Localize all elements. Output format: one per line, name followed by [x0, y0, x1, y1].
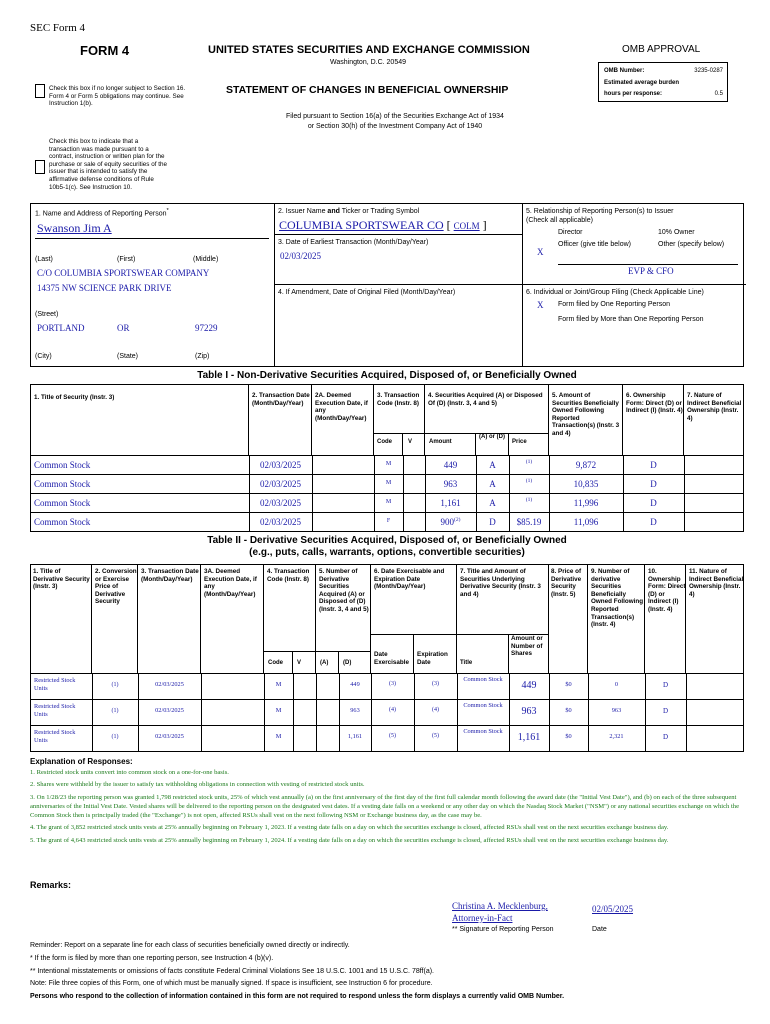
signature-label: ** Signature of Reporting Person [452, 926, 554, 933]
security-title: Common Stock [34, 517, 91, 527]
t1-h-sub-v: V [408, 439, 413, 445]
t1-h-date: 2. Transaction Date (Month/Day/Year) [252, 392, 310, 407]
t2-h-date: 3. Transaction Date (Month/Day/Year) [141, 568, 199, 583]
street-label: (Street) [35, 311, 59, 318]
transaction-code: M [275, 681, 282, 688]
state-label: (State) [117, 353, 139, 360]
ownership-form: D [662, 733, 669, 741]
footer-note: Reminder: Report on a separate line for each class of securities beneficially owned directly or indirectly. [30, 942, 350, 949]
date-exercisable: (4) [389, 707, 396, 713]
date-exercisable: (3) [389, 681, 396, 687]
transaction-code: M [275, 733, 282, 740]
price: (1) [525, 497, 533, 503]
document-title: STATEMENT OF CHANGES IN BENEFICIAL OWNERSHIP [226, 84, 509, 96]
table2 [30, 564, 744, 756]
transaction-date: 02/03/2025 [155, 681, 184, 688]
securities-owned: 2,321 [609, 733, 624, 740]
table1 [30, 384, 744, 534]
box2-label: 2. Issuer Name and Ticker or Trading Symbol [278, 208, 420, 215]
footer-note: Persons who respond to the collection of information contained in this form are not required to respond unless the form displays a currently valid OMB Number. [30, 993, 565, 1001]
t1-h-title: 1. Title of Security (Instr. 3) [34, 394, 115, 401]
explanation-item: 5. The grant of 4,643 restricted stock units vests at 25% annually beginning on February 1, 2024. If a vesting date falls on a day on which the securities exchange is closed, affected RSUs shall vest on the next securities exchange business day. [30, 836, 669, 844]
box1-label: 1. Name and Address of Reporting Person* [35, 208, 169, 218]
box4-label: 4. If Amendment, Date of Original Filed (Month/Day/Year) [278, 289, 456, 296]
ownership-form: D [650, 517, 657, 527]
derivative-price: $0 [565, 733, 572, 740]
t2-h-sub-amount: Amount or Number of Shares [511, 635, 543, 658]
transaction-date: 02/03/2025 [259, 498, 301, 508]
table2-row [30, 726, 744, 752]
table2-title-1: Table II - Derivative Securities Acquired, Disposed of, or Beneficially Owned [207, 535, 567, 546]
amount-value: 963 [443, 479, 458, 489]
transaction-code: M [385, 480, 392, 486]
zip-label: (Zip) [195, 353, 210, 360]
table1-row [30, 494, 744, 513]
table2-row [30, 674, 744, 700]
table2-title-2: (e.g., puts, calls, warrants, options, convertible securities) [249, 547, 525, 558]
amount [425, 517, 476, 527]
signature-date: 02/05/2025 [592, 904, 634, 914]
transaction-code: M [275, 707, 282, 714]
filed-pursuant-2: or Section 30(h) of the Investment Company Act of 1940 [307, 123, 483, 130]
zip-value: 97229 [195, 323, 218, 333]
amount-value: 900 [440, 517, 455, 527]
reporting-person-name: Swanson Jim A [37, 221, 112, 235]
footer-note: Note: File three copies of this Form, one of which must be manually signed. If space is insufficient, see Instruction 6 for procedure. [30, 980, 433, 988]
date-exercisable: (5) [389, 733, 396, 739]
underlying-title: Common Stock [463, 676, 503, 683]
disposed-amount: 963 [350, 707, 360, 714]
amount [425, 498, 476, 508]
amount-owned: 11,996 [573, 498, 599, 508]
box6-label: 6. Individual or Joint/Group Filing (Check Applicable Line) [526, 289, 704, 296]
agency-city: Washington, D.C. 20549 [330, 59, 407, 66]
price: $85.19 [516, 517, 542, 527]
derivative-title: Restricted Stock Units [34, 703, 76, 718]
issuer-name: COLUMBIA SPORTSWEAR CO [279, 218, 444, 232]
t2-h-nature: 11. Nature of Indirect Beneficial Ownership (Instr. 4) [689, 568, 744, 598]
derivative-price: $0 [565, 681, 572, 688]
conversion-price: (1) [111, 682, 119, 688]
t1-h-deemed: 2A. Deemed Execution Date, if any (Month/Day/Year) [315, 392, 368, 422]
t2-h-ownership: 10. Ownership Form: Direct (D) or Indirect (I) (Instr. 4) [648, 568, 686, 613]
rule-10b5-checkbox[interactable] [35, 160, 45, 174]
explanation-title: Explanation of Responses: [30, 757, 133, 766]
securities-owned: 963 [611, 707, 622, 714]
other-label: Other (specify below) [658, 241, 725, 248]
omb-burden-label: Estimated average burden [604, 80, 680, 86]
acquired-disposed: A [489, 479, 496, 489]
transaction-date: 02/03/2025 [259, 479, 301, 489]
t2-h-sub-v: V [297, 660, 302, 666]
one-person-label: Form filed by One Reporting Person [558, 301, 671, 308]
middle-label: (Middle) [193, 256, 219, 263]
state-value: OR [117, 323, 130, 333]
table2-row [30, 700, 744, 726]
t2-h-exercisable: 6. Date Exercisable and Expiration Date (Month/Day/Year) [374, 568, 445, 591]
transaction-date: 02/03/2025 [155, 733, 184, 740]
transaction-code: M [385, 499, 392, 505]
t2-h-underlying: 7. Title and Amount of Securities Underlying Derivative Security (Instr. 3 and 4) [460, 568, 541, 598]
t1-h-code: 3. Transaction Code (Instr. 8) [377, 392, 420, 407]
t2-h-sub-exercisable: Date Exercisable [374, 651, 410, 666]
price: (1) [525, 459, 533, 465]
conversion-price: (1) [111, 708, 119, 714]
security-title: Common Stock [34, 498, 91, 508]
ownership-form: D [650, 498, 657, 508]
director-label: Director [558, 229, 583, 236]
underlying-title: Common Stock [463, 728, 503, 735]
officer-label: Officer (give title below) [558, 241, 632, 248]
footnote-ref: (2) [454, 517, 461, 523]
underlying-amount: 1,161 [517, 732, 541, 743]
filed-pursuant-1: Filed pursuant to Section 16(a) of the Securities Exchange Act of 1934 [286, 113, 504, 120]
price: (1) [525, 478, 533, 484]
acquired-disposed: D [489, 517, 496, 527]
omb-number-label: OMB Number: [604, 68, 645, 74]
t1-h-nature: 7. Nature of Indirect Beneficial Ownership (Instr. 4) [687, 392, 742, 422]
t2-h-number: 5. Number of Derivative Securities Acquired (A) or Disposed of (D) (Instr. 3, 4 and 5) [319, 568, 369, 613]
transaction-date: 02/03/2025 [259, 460, 301, 470]
ownership-form: D [650, 479, 657, 489]
amount-owned: 10,835 [573, 479, 599, 489]
amount [425, 479, 476, 489]
disposed-amount: 1,161 [347, 733, 363, 740]
city-label: (City) [35, 353, 52, 360]
explanation-item: 4. The grant of 3,852 restricted stock units vests at 25% annually beginning on February 1, 2023. If a vesting date falls on a day on which the securities exchange is closed, affected RSUs shall vest on the next securities exchange business day. [30, 824, 669, 832]
t1-h-ownership: 6. Ownership Form: Direct (D) or Indirect (I) (Instr. 4) [626, 392, 683, 415]
acquired-disposed: A [489, 498, 496, 508]
agency-name: UNITED STATES SECURITIES AND EXCHANGE COMMISSION [208, 44, 530, 56]
explanation-item: 1. Restricted stock units convert into common stock on a one-for-one basis. [30, 769, 229, 776]
t2-h-sub-d: (D) [343, 660, 352, 666]
earliest-transaction-date: 02/03/2025 [280, 251, 322, 261]
amount-owned: 11,096 [573, 517, 599, 527]
box5-label: 5. Relationship of Reporting Person(s) to Issuer [526, 208, 674, 215]
first-label: (First) [117, 256, 136, 263]
t2-h-sub-title: Title [460, 660, 473, 666]
omb-hours: 0.5 [714, 91, 723, 97]
box5-sub: (Check all applicable) [526, 217, 593, 224]
issuer-name-ticker: COLUMBIA SPORTSWEAR CO [ COLM ] [279, 218, 487, 232]
city-value: PORTLAND [37, 323, 85, 333]
table1-row [30, 513, 744, 532]
section16-checkbox[interactable] [35, 84, 45, 98]
omb-hours-label: hours per response: [604, 91, 663, 97]
transaction-date: 02/03/2025 [155, 707, 184, 714]
footer-note: * If the form is filed by more than one reporting person, see Instruction 4 (b)(v). [30, 954, 274, 962]
expiration-date: (3) [432, 681, 439, 687]
transaction-code: M [385, 461, 392, 467]
address-line-2: 14375 NW SCIENCE PARK DRIVE [37, 283, 172, 293]
underlying-amount: 963 [521, 706, 537, 717]
ownership-form: D [662, 707, 669, 715]
t2-h-owned: 9. Number of derivative Securities Beneficially Owned Following Reported Transaction(s) (Instr. 4) [591, 568, 644, 629]
section16-text: Check this box if no longer subject to Section 16. Form 4 or Form 5 obligations may continue. See Instruction 1(b). [49, 85, 186, 108]
ticker-symbol: COLM [453, 221, 480, 231]
amount-value: 1,161 [440, 498, 461, 508]
t2-h-sub-expiration: Expiration Date [417, 651, 448, 666]
ownership-form: D [650, 460, 657, 470]
date-label: Date [592, 926, 607, 933]
box3-label: 3. Date of Earliest Transaction (Month/Day/Year) [278, 239, 429, 246]
expiration-date: (5) [432, 733, 439, 739]
t2-h-conversion: 2. Conversion or Exercise Price of Derivative Security [95, 568, 137, 606]
security-title: Common Stock [34, 460, 91, 470]
derivative-price: $0 [565, 707, 572, 714]
t2-h-sub-a: (A) [320, 660, 329, 666]
acquired-disposed: A [489, 460, 496, 470]
table1-row [30, 475, 744, 494]
securities-owned: 0 [614, 681, 619, 688]
explanation-list [30, 768, 746, 848]
explanation-item: 2. Shares were withheld by the issuer to satisfy tax withholding obligations in connection with vesting of restricted stock units. [30, 781, 365, 789]
page-label: SEC Form 4 [30, 22, 86, 34]
ownership-form: D [662, 681, 669, 689]
t2-h-code: 4. Transaction Code (Instr. 8) [267, 568, 310, 583]
t2-h-deemed: 3A. Deemed Execution Date, if any (Month/Day/Year) [204, 568, 257, 598]
remarks-title: Remarks: [30, 880, 72, 890]
t1-h-sub-amount: Amount [429, 439, 452, 445]
footer-notes [30, 940, 746, 1004]
ten-percent-label: 10% Owner [658, 229, 695, 236]
disposed-amount: 449 [350, 681, 360, 688]
t1-h-securities: 4. Securities Acquired (A) or Disposed Of (D) (Instr. 3, 4 and 5) [428, 392, 543, 407]
amount-owned: 9,872 [575, 460, 597, 470]
expiration-date: (4) [432, 707, 439, 713]
t1-h-sub-aord: (A) or (D) [479, 434, 505, 440]
security-title: Common Stock [34, 479, 91, 489]
form-title: FORM 4 [80, 43, 130, 58]
table1-row [30, 456, 744, 475]
conversion-price: (1) [111, 734, 119, 740]
one-person-check[interactable]: X [537, 300, 544, 310]
omb-number: 3235-0287 [694, 68, 723, 74]
officer-title: EVP & CFO [628, 266, 674, 276]
t2-h-title: 1. Title of Derivative Security (Instr. 3) [33, 568, 90, 591]
explanation-item: 3. On 1/28/23 the reporting person was granted 1,798 restricted stock units, 25% of which vest annually (a) on the first anniversary of the first day of the first full calendar month following the award date (the "Initial Vest Date"), and (b) on each of the three subsequent anniversaries of the Initial Vest Date. Vested shares will be delivered to the reporting person on the designated vest dates. If a vesting date falls on a weekend or any other day on which the Nasdaq Stock Market ("NSM") or any national securities exchange on which the Common Stock then is principally traded (the "Exchange") is not open, affected RSUs shall vest on the next following NSM or Exchange business day, as the case may be. [30, 793, 739, 820]
amount [425, 460, 476, 470]
rule-10b5-text: Check this box to indicate that a transaction was made pursuant to a contract, instruction or written plan for the purchase or sale of equity securities of the issuer that is intended to satisfy the affirmative defense conditions of Rule 10b5-1(c). See Instruction 10. [49, 138, 167, 191]
underlying-amount: 449 [521, 680, 537, 691]
t2-h-price: 8. Price of Derivative Security (Instr. 5) [551, 568, 582, 598]
transaction-code: F [386, 518, 391, 524]
amount-value: 449 [443, 460, 458, 470]
underlying-title: Common Stock [463, 702, 503, 709]
reporting-person-section [30, 203, 744, 367]
t1-h-sub-price: Price [512, 439, 527, 445]
derivative-title: Restricted Stock Units [34, 677, 76, 692]
address-line-1: C/O COLUMBIA SPORTSWEAR COMPANY [37, 268, 210, 278]
omb-box [598, 62, 728, 102]
more-persons-label: Form filed by More than One Reporting Person [558, 316, 704, 323]
transaction-date: 02/03/2025 [259, 517, 301, 527]
derivative-title: Restricted Stock Units [34, 729, 76, 744]
t1-h-amount-owned: 5. Amount of Securities Beneficially Owned Following Reported Transaction(s) (Instr. 3 and 4) [552, 392, 620, 437]
last-label: (Last) [35, 256, 53, 263]
footer-note: ** Intentional misstatements or omissions of facts constitute Federal Criminal Violations See 18 U.S.C. 1001 and 15 U.S.C. 78ff(a). [30, 967, 434, 975]
officer-check[interactable]: X [537, 247, 544, 257]
t1-h-sub-code: Code [377, 439, 392, 445]
signature-name: Christina A. Mecklenburg, Attorney-in-Fact [452, 901, 548, 923]
table1-title: Table I - Non-Derivative Securities Acquired, Disposed of, or Beneficially Owned [197, 370, 577, 381]
omb-title: OMB APPROVAL [622, 44, 701, 55]
t2-h-sub-code: Code [268, 660, 283, 666]
